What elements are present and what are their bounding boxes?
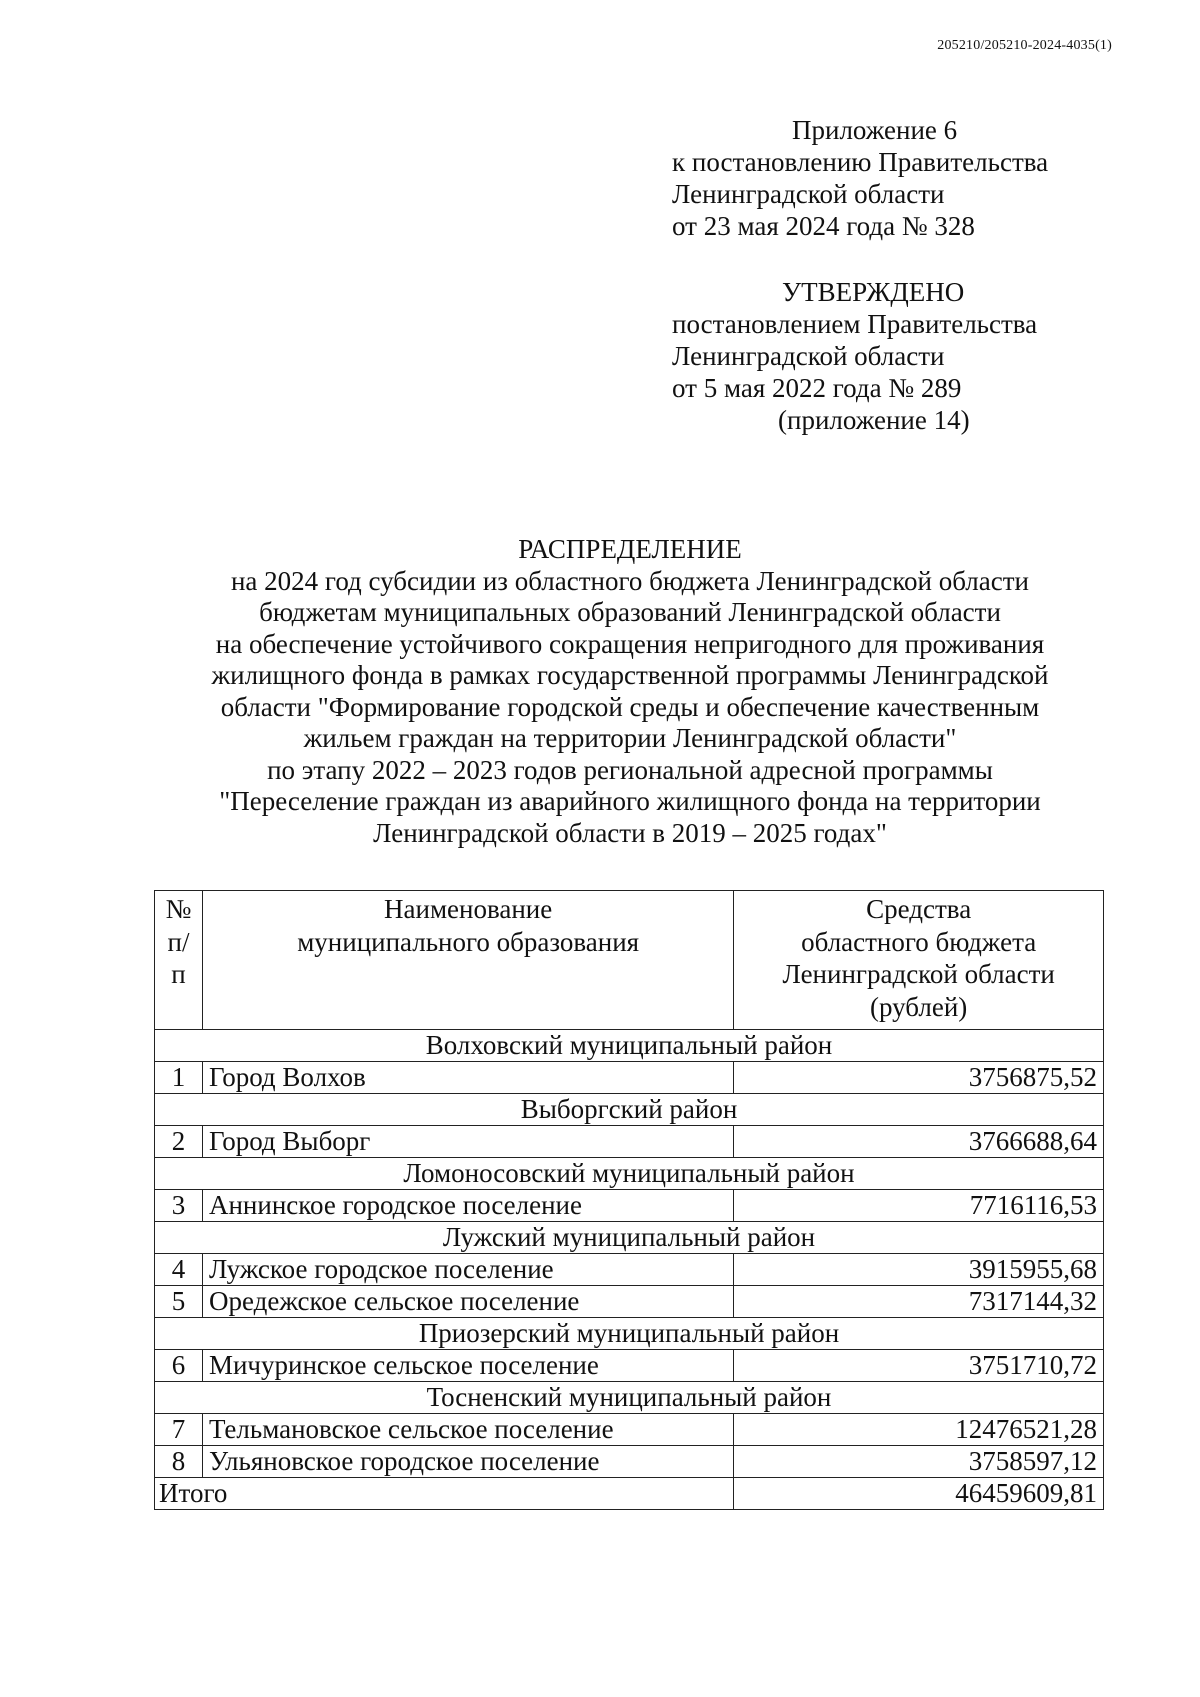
row-amount: 3758597,12 xyxy=(734,1446,1104,1478)
header-number xyxy=(155,891,203,1030)
document-title xyxy=(150,534,1110,849)
row-number: 8 xyxy=(155,1446,203,1478)
header-number-line: № xyxy=(165,894,192,924)
title-line: жильем граждан на территории Ленинградской области" xyxy=(303,723,957,753)
table-header-row xyxy=(155,891,1104,1030)
row-number: 5 xyxy=(155,1286,203,1318)
approved-heading: УТВЕРЖДЕНО xyxy=(782,277,965,307)
district-row xyxy=(155,1318,1104,1350)
total-row xyxy=(155,1478,1104,1510)
row-number: 1 xyxy=(155,1062,203,1094)
row-name: Тельмановское сельское поселение xyxy=(202,1414,733,1446)
header-name-line: муниципального образования xyxy=(297,926,640,957)
district-name: Выборгский район xyxy=(155,1094,1104,1126)
title-line: по этапу 2022 – 2023 годов региональной адресной программы xyxy=(267,754,993,785)
appendix-block xyxy=(672,114,1048,242)
header-number-line: п/п xyxy=(167,926,190,989)
table-row xyxy=(155,1286,1104,1318)
row-amount: 3751710,72 xyxy=(734,1350,1104,1382)
title-line: жилищного фонда в рамках государственной программы Ленинградской xyxy=(211,660,1049,690)
district-name: Приозерский муниципальный район xyxy=(155,1318,1104,1350)
row-number: 2 xyxy=(155,1126,203,1158)
row-amount: 3766688,64 xyxy=(734,1126,1104,1158)
row-name: Мичуринское сельское поселение xyxy=(202,1350,733,1382)
table-row xyxy=(155,1190,1104,1222)
row-name: Город Выборг xyxy=(202,1126,733,1158)
appendix-line: Приложение 6 xyxy=(792,115,958,145)
row-amount: 12476521,28 xyxy=(734,1414,1104,1446)
header-amount-line: областного бюджета xyxy=(801,926,1037,957)
title-line: "Переселение граждан из аварийного жилищного фонда на территории xyxy=(219,786,1041,816)
document-id: 205210/205210-2024-4035(1) xyxy=(937,38,1112,53)
title-line: на 2024 год субсидии из областного бюджета Ленинградской области xyxy=(230,565,1029,596)
approved-line: от 5 мая 2022 года № 289 xyxy=(672,373,962,403)
row-name: Город Волхов xyxy=(202,1062,733,1094)
header-name-line: Наименование xyxy=(384,894,553,924)
approved-line: постановлением Правительства xyxy=(672,309,1038,339)
title-line: Ленинградской области в 2019 – 2025 годах" xyxy=(373,817,887,848)
approved-line: Ленинградской области xyxy=(672,341,945,371)
table-row xyxy=(155,1126,1104,1158)
row-name: Аннинское городское поселение xyxy=(202,1190,733,1222)
district-name: Волховский муниципальный район xyxy=(155,1030,1104,1062)
header-amount xyxy=(734,891,1104,1030)
title-heading: РАСПРЕДЕЛЕНИЕ xyxy=(518,534,742,564)
distribution-table xyxy=(154,890,1104,1510)
district-row xyxy=(155,1222,1104,1254)
district-row xyxy=(155,1158,1104,1190)
table-row xyxy=(155,1414,1104,1446)
header-amount-line: (рублей) xyxy=(870,991,968,1022)
row-number: 7 xyxy=(155,1414,203,1446)
approved-block xyxy=(672,276,1037,436)
title-line: области "Формирование городской среды и обеспечение качественным xyxy=(220,691,1040,722)
header-amount-line: Ленинградской области xyxy=(782,959,1055,989)
row-number: 6 xyxy=(155,1350,203,1382)
district-name: Тосненский муниципальный район xyxy=(155,1382,1104,1414)
appendix-line: от 23 мая 2024 года № 328 xyxy=(672,211,975,241)
approved-line: (приложение 14) xyxy=(778,405,970,435)
title-line: на обеспечение устойчивого сокращения непригодного для проживания xyxy=(215,628,1045,659)
row-name: Оредежское сельское поселение xyxy=(202,1286,733,1318)
table-row xyxy=(155,1350,1104,1382)
district-name: Лужский муниципальный район xyxy=(155,1222,1104,1254)
district-row xyxy=(155,1030,1104,1062)
table-row xyxy=(155,1062,1104,1094)
district-name: Ломоносовский муниципальный район xyxy=(155,1158,1104,1190)
header-name xyxy=(202,891,733,1030)
title-line: бюджетам муниципальных образований Ленинградской области xyxy=(259,597,1001,627)
appendix-line: к постановлению Правительства xyxy=(672,147,1049,177)
row-name: Ульяновское городское поселение xyxy=(202,1446,733,1478)
row-name: Лужское городское поселение xyxy=(202,1254,733,1286)
table-row xyxy=(155,1254,1104,1286)
district-row xyxy=(155,1094,1104,1126)
header-amount-line: Средства xyxy=(866,894,972,924)
appendix-line: Ленинградской области xyxy=(672,179,945,209)
table-row xyxy=(155,1446,1104,1478)
row-amount: 7317144,32 xyxy=(734,1286,1104,1318)
total-amount: 46459609,81 xyxy=(734,1478,1104,1510)
row-number: 3 xyxy=(155,1190,203,1222)
row-amount: 7716116,53 xyxy=(734,1190,1104,1222)
total-label: Итого xyxy=(155,1478,734,1510)
row-number: 4 xyxy=(155,1254,203,1286)
row-amount: 3915955,68 xyxy=(734,1254,1104,1286)
district-row xyxy=(155,1382,1104,1414)
row-amount: 3756875,52 xyxy=(734,1062,1104,1094)
